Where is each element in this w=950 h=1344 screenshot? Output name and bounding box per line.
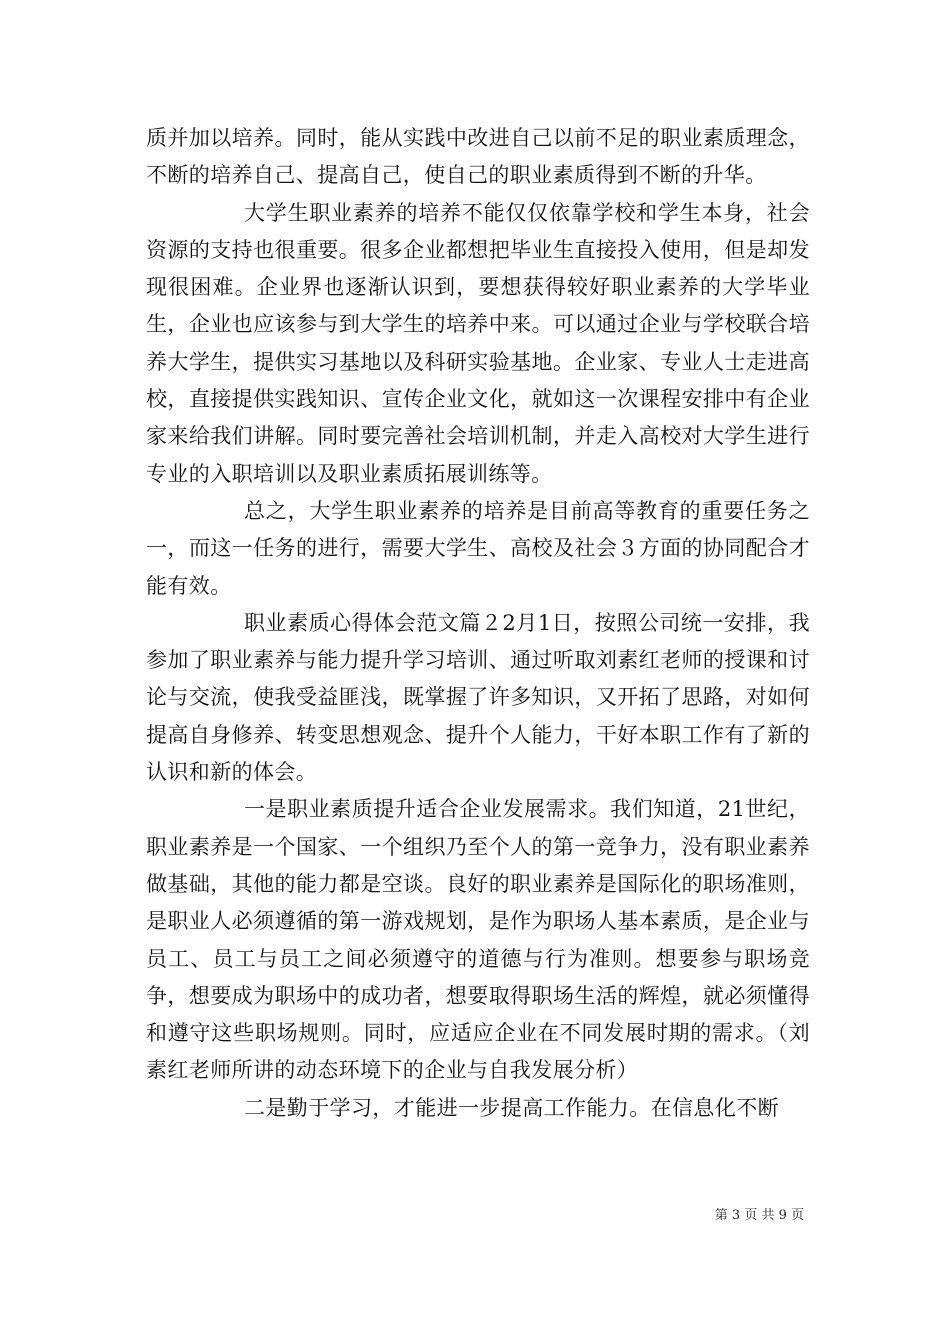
document-body xyxy=(146,120,810,1127)
paragraph-conclusion: 总之，大学生职业素养的培养是目前高等教育的重要任务之一，而这一任务的进行，需要大学生、高校及社会３方面的协同配合才能有效。 xyxy=(146,498,810,598)
page-number-footer: 第 3 页 共 9 页 xyxy=(714,1208,804,1223)
paragraph-point-one: 一是职业素质提升适合企业发展需求。我们知道，21世纪，职业素养是一个国家、一个组织乃至个人的第一竞争力，没有职业素养做基础，其他的能力都是空谈。良好的职业素养是国际化的职场准则，是职业人必须遵循的第一游戏规划，是作为职场人基本素质，是企业与员工、员工与员工之间必须遵守的道德与行为准则。想要参与职场竞争，想要成为职场中的成功者，想要取得职场生活的辉煌，就必须懂得和遵守这些职场规则。同时，应适应企业在不同发展时期的需求。（刘素红老师所讲的动态环境下的企业与自我发展分析） xyxy=(146,797,810,1083)
paragraph-social-resources: 大学生职业素养的培养不能仅仅依靠学校和学生本身，社会资源的支持也很重要。很多企业都想把毕业生直接投入使用，但是却发现很困难。企业界也逐渐认识到，要想获得较好职业素养的大学毕业生，企业也应该参与到大学生的培养中来。可以通过企业与学校联合培养大学生，提供实习基地以及科研实验基地。企业家、专业人士走进高校，直接提供实践知识、宣传企业文化，就如这一次课程安排中有企业家来给我们讲解。同时要完善社会培训机制，并走入高校对大学生进行专业的入职培训以及职业素质拓展训练等。 xyxy=(146,200,810,486)
paragraph-point-two: 二是勤于学习，才能进一步提高工作能力。在信息化不断 xyxy=(244,1095,779,1120)
paragraph-essay-2-intro: 职业素质心得体会范文篇２2月1日，按照公司统一安排，我参加了职业素养与能力提升学习培训、通过听取刘素红老师的授课和讨论与交流，使我受益匪浅，既掌握了许多知识，又开拓了思路，对如何提高自身修养、转变思想观念、提升个人能力，干好本职工作有了新的认识和新的体会。 xyxy=(146,610,810,785)
paragraph-continuation: 质并加以培养。同时，能从实践中改进自己以前不足的职业素质理念，不断的培养自己、提高自己，使自己的职业素质得到不断的升华。 xyxy=(146,126,810,188)
